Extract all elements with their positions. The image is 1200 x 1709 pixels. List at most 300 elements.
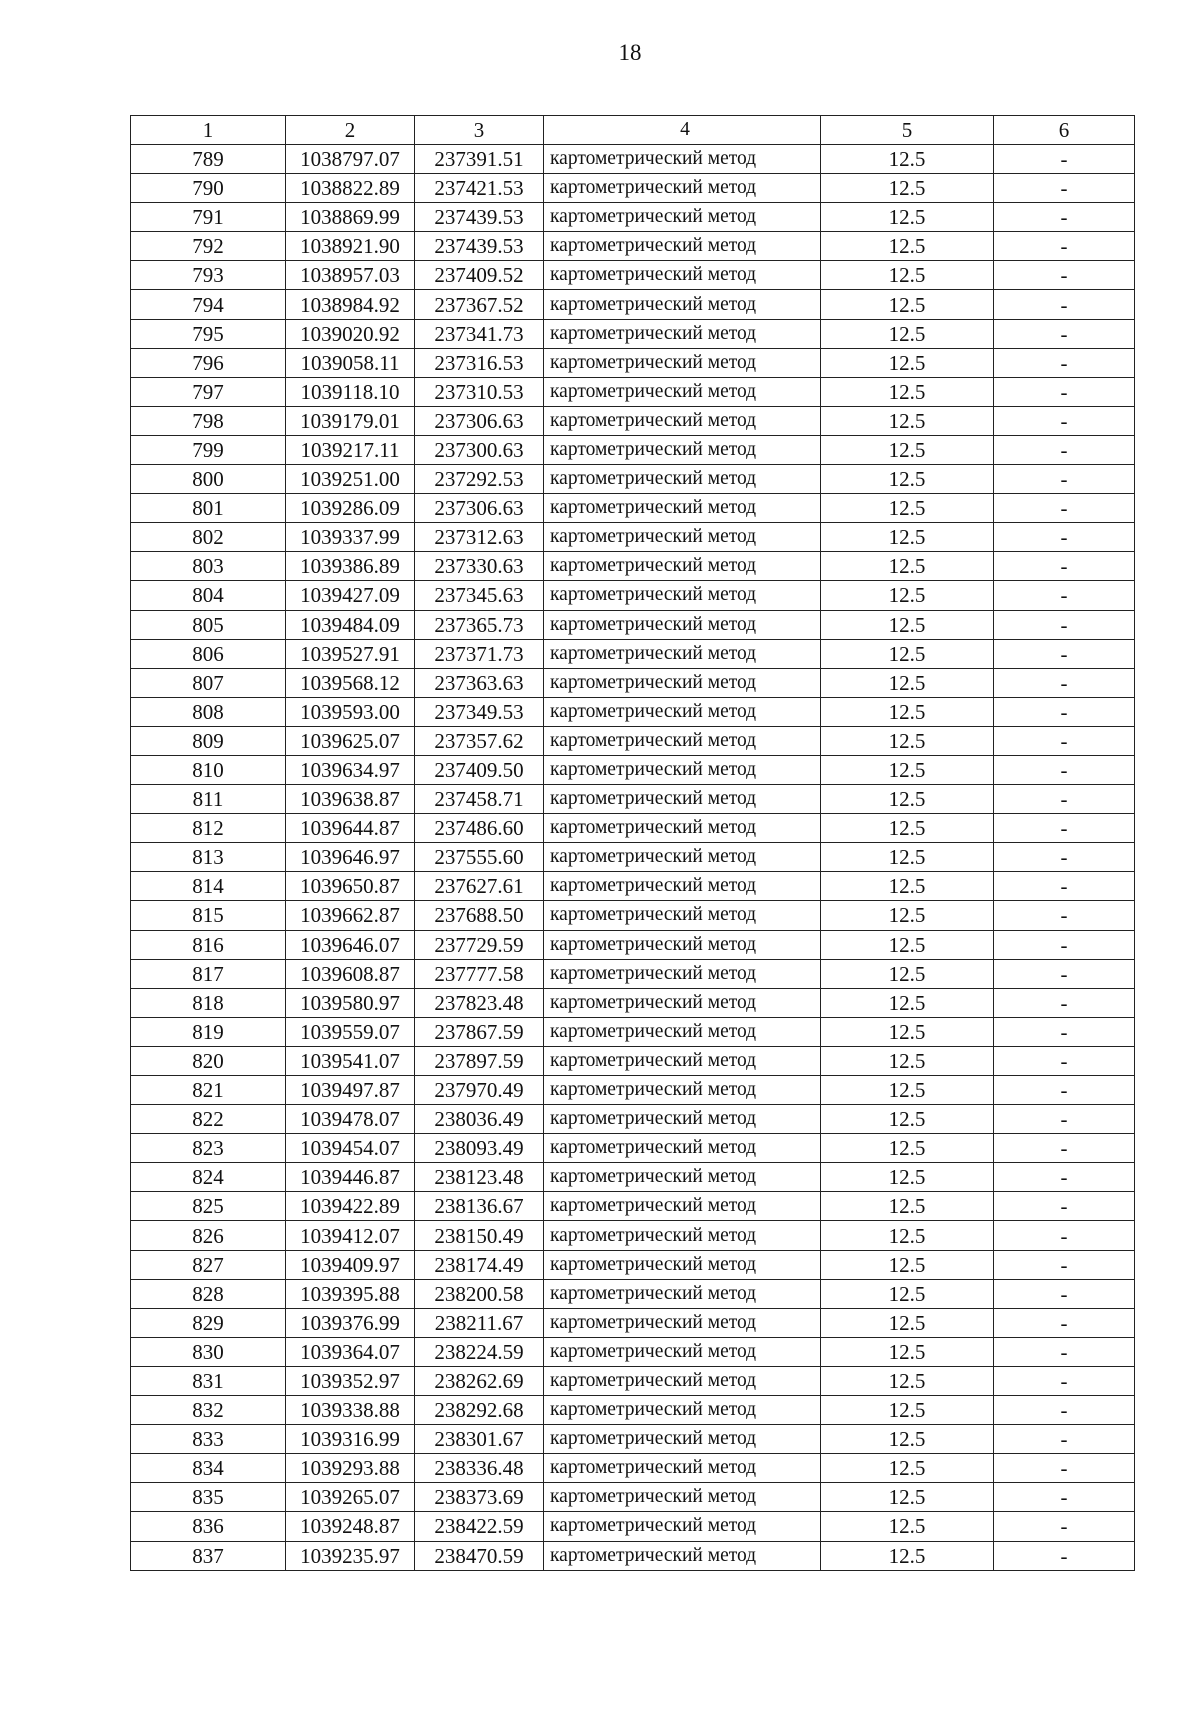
- table-row: [131, 843, 1135, 872]
- note-cell: -: [994, 377, 1135, 406]
- point-number-cell: 789: [131, 145, 286, 174]
- y-coordinate-cell: 238224.59: [415, 1337, 544, 1366]
- y-coordinate-cell: 237729.59: [415, 930, 544, 959]
- point-number-cell: 828: [131, 1279, 286, 1308]
- point-number-cell: 822: [131, 1105, 286, 1134]
- x-coordinate-cell: 1039593.00: [286, 697, 415, 726]
- table-row: [131, 1105, 1135, 1134]
- x-coordinate-cell: 1039625.07: [286, 726, 415, 755]
- method-cell: картометрический метод: [544, 1017, 821, 1046]
- x-coordinate-cell: 1039118.10: [286, 377, 415, 406]
- note-cell: -: [994, 1541, 1135, 1570]
- accuracy-cell: 12.5: [821, 1337, 994, 1366]
- table-row: [131, 1512, 1135, 1541]
- note-cell: -: [994, 290, 1135, 319]
- accuracy-cell: 12.5: [821, 1076, 994, 1105]
- column-header-5: 5: [821, 116, 994, 145]
- x-coordinate-cell: 1039265.07: [286, 1483, 415, 1512]
- accuracy-cell: 12.5: [821, 1308, 994, 1337]
- y-coordinate-cell: 237316.53: [415, 348, 544, 377]
- note-cell: -: [994, 1017, 1135, 1046]
- y-coordinate-cell: 237627.61: [415, 872, 544, 901]
- y-coordinate-cell: 238422.59: [415, 1512, 544, 1541]
- x-coordinate-cell: 1039650.87: [286, 872, 415, 901]
- method-cell: картометрический метод: [544, 494, 821, 523]
- table-row: [131, 581, 1135, 610]
- x-coordinate-cell: 1038797.07: [286, 145, 415, 174]
- point-number-cell: 799: [131, 435, 286, 464]
- y-coordinate-cell: 237897.59: [415, 1046, 544, 1075]
- y-coordinate-cell: 238200.58: [415, 1279, 544, 1308]
- point-number-cell: 793: [131, 261, 286, 290]
- point-number-cell: 815: [131, 901, 286, 930]
- note-cell: -: [994, 1512, 1135, 1541]
- y-coordinate-cell: 237409.52: [415, 261, 544, 290]
- point-number-cell: 837: [131, 1541, 286, 1570]
- x-coordinate-cell: 1039662.87: [286, 901, 415, 930]
- table-row: [131, 319, 1135, 348]
- point-number-cell: 812: [131, 814, 286, 843]
- y-coordinate-cell: 238150.49: [415, 1221, 544, 1250]
- method-cell: картометрический метод: [544, 755, 821, 784]
- x-coordinate-cell: 1039337.99: [286, 523, 415, 552]
- x-coordinate-cell: 1039527.91: [286, 639, 415, 668]
- method-cell: картометрический метод: [544, 1046, 821, 1075]
- method-cell: картометрический метод: [544, 785, 821, 814]
- method-cell: картометрический метод: [544, 610, 821, 639]
- table-row: [131, 290, 1135, 319]
- table-row: [131, 814, 1135, 843]
- point-number-cell: 806: [131, 639, 286, 668]
- table-row: [131, 1396, 1135, 1425]
- table-body: [131, 145, 1135, 1571]
- y-coordinate-cell: 237823.48: [415, 988, 544, 1017]
- table-row: [131, 1541, 1135, 1570]
- method-cell: картометрический метод: [544, 1250, 821, 1279]
- x-coordinate-cell: 1039580.97: [286, 988, 415, 1017]
- note-cell: -: [994, 406, 1135, 435]
- y-coordinate-cell: 237970.49: [415, 1076, 544, 1105]
- point-number-cell: 824: [131, 1163, 286, 1192]
- y-coordinate-cell: 238262.69: [415, 1366, 544, 1395]
- method-cell: картометрический метод: [544, 1512, 821, 1541]
- method-cell: картометрический метод: [544, 174, 821, 203]
- x-coordinate-cell: 1038984.92: [286, 290, 415, 319]
- method-cell: картометрический метод: [544, 552, 821, 581]
- method-cell: картометрический метод: [544, 1396, 821, 1425]
- note-cell: -: [994, 843, 1135, 872]
- point-number-cell: 810: [131, 755, 286, 784]
- x-coordinate-cell: 1039386.89: [286, 552, 415, 581]
- y-coordinate-cell: 237310.53: [415, 377, 544, 406]
- point-number-cell: 825: [131, 1192, 286, 1221]
- accuracy-cell: 12.5: [821, 668, 994, 697]
- accuracy-cell: 12.5: [821, 1250, 994, 1279]
- accuracy-cell: 12.5: [821, 1192, 994, 1221]
- point-number-cell: 800: [131, 465, 286, 494]
- note-cell: -: [994, 581, 1135, 610]
- x-coordinate-cell: 1039376.99: [286, 1308, 415, 1337]
- x-coordinate-cell: 1039454.07: [286, 1134, 415, 1163]
- table-row: [131, 755, 1135, 784]
- accuracy-cell: 12.5: [821, 290, 994, 319]
- x-coordinate-cell: 1039286.09: [286, 494, 415, 523]
- note-cell: -: [994, 1163, 1135, 1192]
- note-cell: -: [994, 755, 1135, 784]
- x-coordinate-cell: 1039293.88: [286, 1454, 415, 1483]
- x-coordinate-cell: 1039248.87: [286, 1512, 415, 1541]
- y-coordinate-cell: 237330.63: [415, 552, 544, 581]
- method-cell: картометрический метод: [544, 1366, 821, 1395]
- x-coordinate-cell: 1039179.01: [286, 406, 415, 435]
- accuracy-cell: 12.5: [821, 697, 994, 726]
- accuracy-cell: 12.5: [821, 843, 994, 872]
- x-coordinate-cell: 1039427.09: [286, 581, 415, 610]
- table-row: [131, 610, 1135, 639]
- x-coordinate-cell: 1039541.07: [286, 1046, 415, 1075]
- accuracy-cell: 12.5: [821, 785, 994, 814]
- note-cell: -: [994, 814, 1135, 843]
- method-cell: картометрический метод: [544, 261, 821, 290]
- method-cell: картометрический метод: [544, 290, 821, 319]
- accuracy-cell: 12.5: [821, 959, 994, 988]
- y-coordinate-cell: 237345.63: [415, 581, 544, 610]
- y-coordinate-cell: 237486.60: [415, 814, 544, 843]
- point-number-cell: 813: [131, 843, 286, 872]
- table-row: [131, 1192, 1135, 1221]
- note-cell: -: [994, 785, 1135, 814]
- note-cell: -: [994, 145, 1135, 174]
- y-coordinate-cell: 238211.67: [415, 1308, 544, 1337]
- note-cell: -: [994, 1454, 1135, 1483]
- point-number-cell: 792: [131, 232, 286, 261]
- y-coordinate-cell: 238036.49: [415, 1105, 544, 1134]
- accuracy-cell: 12.5: [821, 261, 994, 290]
- table-row: [131, 901, 1135, 930]
- point-number-cell: 811: [131, 785, 286, 814]
- y-coordinate-cell: 237349.53: [415, 697, 544, 726]
- method-cell: картометрический метод: [544, 1483, 821, 1512]
- note-cell: -: [994, 1483, 1135, 1512]
- accuracy-cell: 12.5: [821, 581, 994, 610]
- point-number-cell: 808: [131, 697, 286, 726]
- accuracy-cell: 12.5: [821, 1017, 994, 1046]
- accuracy-cell: 12.5: [821, 319, 994, 348]
- method-cell: картометрический метод: [544, 1076, 821, 1105]
- accuracy-cell: 12.5: [821, 377, 994, 406]
- note-cell: -: [994, 1250, 1135, 1279]
- x-coordinate-cell: 1038957.03: [286, 261, 415, 290]
- point-number-cell: 795: [131, 319, 286, 348]
- point-number-cell: 827: [131, 1250, 286, 1279]
- y-coordinate-cell: 237409.50: [415, 755, 544, 784]
- note-cell: -: [994, 1425, 1135, 1454]
- point-number-cell: 803: [131, 552, 286, 581]
- point-number-cell: 817: [131, 959, 286, 988]
- table-row: [131, 1076, 1135, 1105]
- table-row: [131, 1366, 1135, 1395]
- accuracy-cell: 12.5: [821, 610, 994, 639]
- table-row: [131, 1250, 1135, 1279]
- accuracy-cell: 12.5: [821, 814, 994, 843]
- x-coordinate-cell: 1039608.87: [286, 959, 415, 988]
- note-cell: -: [994, 319, 1135, 348]
- y-coordinate-cell: 237365.73: [415, 610, 544, 639]
- point-number-cell: 816: [131, 930, 286, 959]
- point-number-cell: 801: [131, 494, 286, 523]
- note-cell: -: [994, 726, 1135, 755]
- accuracy-cell: 12.5: [821, 1483, 994, 1512]
- point-number-cell: 830: [131, 1337, 286, 1366]
- method-cell: картометрический метод: [544, 1279, 821, 1308]
- y-coordinate-cell: 237439.53: [415, 232, 544, 261]
- x-coordinate-cell: 1039446.87: [286, 1163, 415, 1192]
- accuracy-cell: 12.5: [821, 174, 994, 203]
- table-row: [131, 1308, 1135, 1337]
- method-cell: картометрический метод: [544, 1134, 821, 1163]
- accuracy-cell: 12.5: [821, 232, 994, 261]
- coordinates-table: [130, 115, 1135, 1571]
- note-cell: -: [994, 1308, 1135, 1337]
- point-number-cell: 821: [131, 1076, 286, 1105]
- y-coordinate-cell: 237867.59: [415, 1017, 544, 1046]
- y-coordinate-cell: 238373.69: [415, 1483, 544, 1512]
- table-row: [131, 988, 1135, 1017]
- point-number-cell: 820: [131, 1046, 286, 1075]
- table-row: [131, 1134, 1135, 1163]
- table-row: [131, 435, 1135, 464]
- accuracy-cell: 12.5: [821, 1279, 994, 1308]
- y-coordinate-cell: 237688.50: [415, 901, 544, 930]
- x-coordinate-cell: 1039235.97: [286, 1541, 415, 1570]
- note-cell: -: [994, 552, 1135, 581]
- y-coordinate-cell: 237341.73: [415, 319, 544, 348]
- y-coordinate-cell: 237391.51: [415, 145, 544, 174]
- point-number-cell: 836: [131, 1512, 286, 1541]
- method-cell: картометрический метод: [544, 697, 821, 726]
- x-coordinate-cell: 1039646.97: [286, 843, 415, 872]
- accuracy-cell: 12.5: [821, 1512, 994, 1541]
- note-cell: -: [994, 1366, 1135, 1395]
- page-number: 18: [618, 40, 642, 65]
- note-cell: -: [994, 959, 1135, 988]
- accuracy-cell: 12.5: [821, 145, 994, 174]
- method-cell: картометрический метод: [544, 523, 821, 552]
- note-cell: -: [994, 1279, 1135, 1308]
- accuracy-cell: 12.5: [821, 465, 994, 494]
- accuracy-cell: 12.5: [821, 1134, 994, 1163]
- y-coordinate-cell: 238292.68: [415, 1396, 544, 1425]
- point-number-cell: 790: [131, 174, 286, 203]
- point-number-cell: 804: [131, 581, 286, 610]
- accuracy-cell: 12.5: [821, 1163, 994, 1192]
- method-cell: картометрический метод: [544, 348, 821, 377]
- note-cell: -: [994, 1105, 1135, 1134]
- accuracy-cell: 12.5: [821, 639, 994, 668]
- note-cell: -: [994, 1076, 1135, 1105]
- point-number-cell: 833: [131, 1425, 286, 1454]
- note-cell: -: [994, 697, 1135, 726]
- accuracy-cell: 12.5: [821, 1396, 994, 1425]
- note-cell: -: [994, 174, 1135, 203]
- note-cell: -: [994, 261, 1135, 290]
- method-cell: картометрический метод: [544, 406, 821, 435]
- x-coordinate-cell: 1039338.88: [286, 1396, 415, 1425]
- note-cell: -: [994, 872, 1135, 901]
- y-coordinate-cell: 237421.53: [415, 174, 544, 203]
- point-number-cell: 794: [131, 290, 286, 319]
- note-cell: -: [994, 435, 1135, 464]
- point-number-cell: 823: [131, 1134, 286, 1163]
- note-cell: -: [994, 232, 1135, 261]
- column-header-1: 1: [131, 116, 286, 145]
- y-coordinate-cell: 237312.63: [415, 523, 544, 552]
- accuracy-cell: 12.5: [821, 348, 994, 377]
- table-row: [131, 1454, 1135, 1483]
- table-row: [131, 1046, 1135, 1075]
- note-cell: -: [994, 348, 1135, 377]
- method-cell: картометрический метод: [544, 1541, 821, 1570]
- x-coordinate-cell: 1039412.07: [286, 1221, 415, 1250]
- method-cell: картометрический метод: [544, 843, 821, 872]
- method-cell: картометрический метод: [544, 1192, 821, 1221]
- method-cell: картометрический метод: [544, 668, 821, 697]
- y-coordinate-cell: 237371.73: [415, 639, 544, 668]
- note-cell: -: [994, 1221, 1135, 1250]
- point-number-cell: 791: [131, 203, 286, 232]
- note-cell: -: [994, 1134, 1135, 1163]
- table-header: [131, 116, 1135, 145]
- point-number-cell: 814: [131, 872, 286, 901]
- accuracy-cell: 12.5: [821, 1425, 994, 1454]
- method-cell: картометрический метод: [544, 1221, 821, 1250]
- point-number-cell: 818: [131, 988, 286, 1017]
- table-row: [131, 930, 1135, 959]
- method-cell: картометрический метод: [544, 319, 821, 348]
- accuracy-cell: 12.5: [821, 406, 994, 435]
- table-row: [131, 1337, 1135, 1366]
- note-cell: -: [994, 901, 1135, 930]
- accuracy-cell: 12.5: [821, 1541, 994, 1570]
- x-coordinate-cell: 1039251.00: [286, 465, 415, 494]
- note-cell: -: [994, 1192, 1135, 1221]
- table-row: [131, 668, 1135, 697]
- table-row: [131, 697, 1135, 726]
- y-coordinate-cell: 237306.63: [415, 406, 544, 435]
- x-coordinate-cell: 1039568.12: [286, 668, 415, 697]
- table-row: [131, 203, 1135, 232]
- table-row: [131, 1483, 1135, 1512]
- method-cell: картометрический метод: [544, 377, 821, 406]
- y-coordinate-cell: 237363.63: [415, 668, 544, 697]
- point-number-cell: 802: [131, 523, 286, 552]
- method-cell: картометрический метод: [544, 639, 821, 668]
- y-coordinate-cell: 237555.60: [415, 843, 544, 872]
- table-row: [131, 523, 1135, 552]
- table-row: [131, 494, 1135, 523]
- x-coordinate-cell: 1039352.97: [286, 1366, 415, 1395]
- table-row: [131, 959, 1135, 988]
- header-row: [131, 116, 1135, 145]
- method-cell: картометрический метод: [544, 203, 821, 232]
- table-row: [131, 145, 1135, 174]
- accuracy-cell: 12.5: [821, 1105, 994, 1134]
- x-coordinate-cell: 1039409.97: [286, 1250, 415, 1279]
- note-cell: -: [994, 988, 1135, 1017]
- y-coordinate-cell: 238301.67: [415, 1425, 544, 1454]
- y-coordinate-cell: 238470.59: [415, 1541, 544, 1570]
- table-row: [131, 785, 1135, 814]
- x-coordinate-cell: 1039634.97: [286, 755, 415, 784]
- point-number-cell: 834: [131, 1454, 286, 1483]
- table-row: [131, 465, 1135, 494]
- point-number-cell: 831: [131, 1366, 286, 1395]
- accuracy-cell: 12.5: [821, 552, 994, 581]
- note-cell: -: [994, 668, 1135, 697]
- y-coordinate-cell: 237357.62: [415, 726, 544, 755]
- column-header-4: 4: [544, 116, 821, 145]
- x-coordinate-cell: 1039364.07: [286, 1337, 415, 1366]
- table-row: [131, 1017, 1135, 1046]
- method-cell: картометрический метод: [544, 1163, 821, 1192]
- column-header-6: 6: [994, 116, 1135, 145]
- accuracy-cell: 12.5: [821, 1366, 994, 1395]
- x-coordinate-cell: 1039020.92: [286, 319, 415, 348]
- accuracy-cell: 12.5: [821, 872, 994, 901]
- point-number-cell: 805: [131, 610, 286, 639]
- point-number-cell: 796: [131, 348, 286, 377]
- x-coordinate-cell: 1039638.87: [286, 785, 415, 814]
- y-coordinate-cell: 237777.58: [415, 959, 544, 988]
- note-cell: -: [994, 1046, 1135, 1075]
- x-coordinate-cell: 1039484.09: [286, 610, 415, 639]
- table-row: [131, 1279, 1135, 1308]
- note-cell: -: [994, 639, 1135, 668]
- point-number-cell: 809: [131, 726, 286, 755]
- accuracy-cell: 12.5: [821, 726, 994, 755]
- method-cell: картометрический метод: [544, 959, 821, 988]
- note-cell: -: [994, 494, 1135, 523]
- point-number-cell: 826: [131, 1221, 286, 1250]
- y-coordinate-cell: 237292.53: [415, 465, 544, 494]
- table-row: [131, 261, 1135, 290]
- table-row: [131, 552, 1135, 581]
- method-cell: картометрический метод: [544, 435, 821, 464]
- table-row: [131, 377, 1135, 406]
- note-cell: -: [994, 465, 1135, 494]
- y-coordinate-cell: 237439.53: [415, 203, 544, 232]
- y-coordinate-cell: 237458.71: [415, 785, 544, 814]
- point-number-cell: 829: [131, 1308, 286, 1337]
- method-cell: картометрический метод: [544, 930, 821, 959]
- x-coordinate-cell: 1038822.89: [286, 174, 415, 203]
- point-number-cell: 819: [131, 1017, 286, 1046]
- point-number-cell: 807: [131, 668, 286, 697]
- method-cell: картометрический метод: [544, 872, 821, 901]
- table-row: [131, 1163, 1135, 1192]
- x-coordinate-cell: 1039058.11: [286, 348, 415, 377]
- table-row: [131, 232, 1135, 261]
- y-coordinate-cell: 238123.48: [415, 1163, 544, 1192]
- table-row: [131, 872, 1135, 901]
- y-coordinate-cell: 237300.63: [415, 435, 544, 464]
- note-cell: -: [994, 1396, 1135, 1425]
- table-row: [131, 726, 1135, 755]
- x-coordinate-cell: 1039217.11: [286, 435, 415, 464]
- note-cell: -: [994, 523, 1135, 552]
- method-cell: картометрический метод: [544, 988, 821, 1017]
- method-cell: картометрический метод: [544, 1425, 821, 1454]
